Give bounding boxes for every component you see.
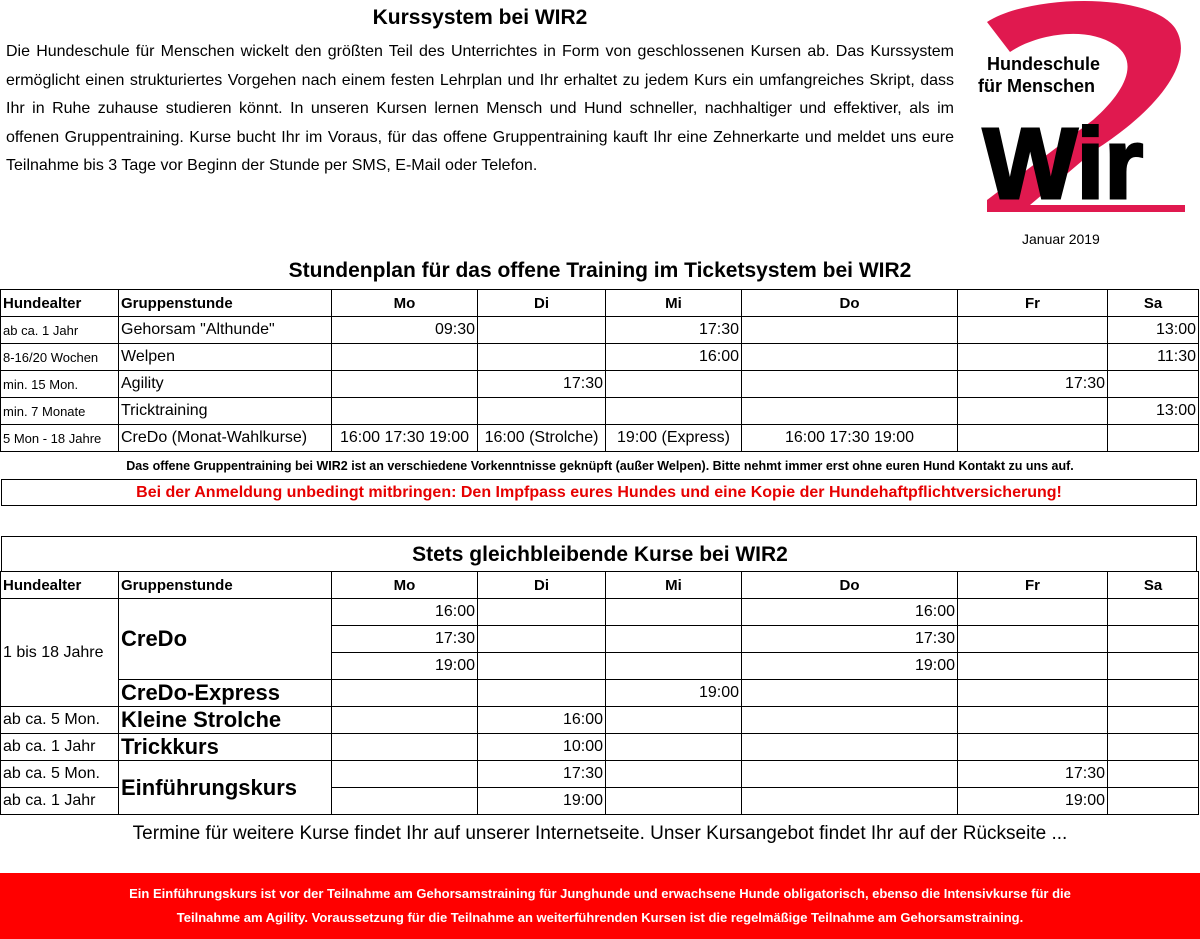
table-row (1, 371, 1199, 398)
cell-mo (332, 788, 478, 815)
cell-do: 16:00 (742, 599, 958, 626)
cell-mo (332, 344, 478, 371)
cell-sa (1108, 734, 1199, 761)
cell-di (478, 317, 606, 344)
cell-age: 8-16/20 Wochen (1, 344, 119, 371)
col-header-age: Hundealter (1, 572, 119, 599)
cell-group: Agility (119, 371, 332, 398)
cell-fr (958, 626, 1108, 653)
cell-mo (332, 761, 478, 788)
cell-sa (1108, 626, 1199, 653)
cell-mi (606, 653, 742, 680)
col-header-mo: Mo (332, 572, 478, 599)
cell-di (478, 344, 606, 371)
table-row (1, 680, 1199, 707)
cell-course: Trickkurs (119, 734, 332, 761)
cell-di: 19:00 (478, 788, 606, 815)
cell-age: min. 7 Monate (1, 398, 119, 425)
cell-fr (958, 599, 1108, 626)
cell-mi: 17:30 (606, 317, 742, 344)
info-bar-line2: Teilnahme am Agility. Voraussetzung für die Teilnahme an weiterführenden Kursen ist die regelmäßige Teilnahme am Gehorsamstraining. (176, 910, 1024, 925)
cell-do (742, 788, 958, 815)
cell-sa: 13:00 (1108, 398, 1199, 425)
cell-mo: 16:00 (332, 599, 478, 626)
col-header-mi: Mi (606, 572, 742, 599)
cell-sa (1108, 680, 1199, 707)
cell-group: Gehorsam "Althunde" (119, 317, 332, 344)
page-title: Kurssystem bei WIR2 (372, 6, 588, 29)
col-header-group: Gruppenstunde (119, 572, 332, 599)
col-header-di: Di (478, 290, 606, 317)
cell-course: CreDo (119, 599, 332, 680)
cell-fr: 19:00 (958, 788, 1108, 815)
col-header-mi: Mi (606, 290, 742, 317)
logo-line1: Hundeschule (987, 54, 1101, 74)
col-header-fr: Fr (958, 572, 1108, 599)
cell-fr (958, 680, 1108, 707)
cell-do (742, 398, 958, 425)
cell-di (478, 653, 606, 680)
cell-mi: 19:00 (Express) (606, 425, 742, 452)
cell-di: 10:00 (478, 734, 606, 761)
cell-sa: 11:30 (1108, 344, 1199, 371)
cell-mi (606, 626, 742, 653)
col-header-group: Gruppenstunde (119, 290, 332, 317)
cell-mi: 16:00 (606, 344, 742, 371)
table-row (1, 761, 1199, 788)
cell-mo: 16:00 17:30 19:00 (332, 425, 478, 452)
cell-mi (606, 761, 742, 788)
cell-mo (332, 707, 478, 734)
cell-di (478, 398, 606, 425)
col-header-mo: Mo (332, 290, 478, 317)
cell-mi (606, 734, 742, 761)
table-header-row (1, 572, 1199, 599)
table-row (1, 599, 1199, 626)
cell-age: ab ca. 1 Jahr (1, 734, 119, 761)
cell-group: Tricktraining (119, 398, 332, 425)
cell-mo (332, 734, 478, 761)
cell-age: 1 bis 18 Jahre (1, 599, 119, 707)
cell-age: ab ca. 1 Jahr (1, 788, 119, 815)
cell-mi (606, 788, 742, 815)
cell-mo: 09:30 (332, 317, 478, 344)
cell-mi (606, 371, 742, 398)
col-header-do: Do (742, 290, 958, 317)
cell-age: ab ca. 5 Mon. (1, 761, 119, 788)
table-row (1, 734, 1199, 761)
cell-do (742, 680, 958, 707)
logo-graphic (975, 0, 1200, 215)
cell-mo: 19:00 (332, 653, 478, 680)
logo-word: Wir (983, 108, 1144, 215)
col-header-di: Di (478, 572, 606, 599)
cell-do: 16:00 17:30 19:00 (742, 425, 958, 452)
cell-fr: 17:30 (958, 761, 1108, 788)
cell-do (742, 707, 958, 734)
table-row (1, 344, 1199, 371)
cell-di (478, 680, 606, 707)
cell-age: 5 Mon - 18 Jahre (1, 425, 119, 452)
cell-course: Kleine Strolche (119, 707, 332, 734)
cell-fr: 17:30 (958, 371, 1108, 398)
cell-sa (1108, 761, 1199, 788)
cell-mo (332, 398, 478, 425)
cell-sa: 13:00 (1108, 317, 1199, 344)
cell-di: 17:30 (478, 761, 606, 788)
intro-paragraph: Die Hundeschule für Menschen wickelt den größten Teil des Unterrichtes in Form von geschlossenen Kursen ab. Das Kurssystem ermöglicht einen strukturiertes Vorgehen nach einem festen Lehrplan und Ihr erhaltet zu jedem Kurs ein umfangreiches Skript, dass Ihr in Ruhe zuhause studieren könnt. In unseren Kursen lernen Mensch und Hund schneller, nachhaltiger und effektiver, als im offenen Gruppentraining. Kurse bucht Ihr im Voraus, für das offene Gruppentraining kauft Ihr eine Zehnerkarte und meldet uns eure Teilnahme bis 3 Tage vor Beginn der Stunde per SMS, E-Mail oder Telefon. (6, 43, 954, 174)
cell-course: Einführungskurs (119, 761, 332, 815)
cell-age: ab ca. 1 Jahr (1, 317, 119, 344)
cell-do (742, 734, 958, 761)
footer-text: Termine für weitere Kurse findet Ihr auf unserer Internetseite. Unser Kursangebot findet Ihr auf der Rückseite ... (132, 823, 1068, 844)
col-header-fr: Fr (958, 290, 1108, 317)
cell-age: ab ca. 5 Mon. (1, 707, 119, 734)
cell-do (742, 371, 958, 398)
col-header-age: Hundealter (1, 290, 119, 317)
table-header-row (1, 290, 1199, 317)
registration-alert: Bei der Anmeldung unbedingt mitbringen: Den Impfpass eures Hundes und eine Kopie der Hundehaftpflichtversicherung! (1, 479, 1197, 506)
cell-do: 19:00 (742, 653, 958, 680)
open-training-note: Das offene Gruppentraining bei WIR2 ist an verschiedene Vorkenntnisse geknüpft (außer Welpen). Bitte nehmt immer erst ohne euren Hund Kontakt zu uns auf. (126, 459, 1074, 473)
cell-do: 17:30 (742, 626, 958, 653)
cell-fr (958, 317, 1108, 344)
cell-do (742, 761, 958, 788)
table-row (1, 317, 1199, 344)
cell-group: Welpen (119, 344, 332, 371)
cell-course: CreDo-Express (119, 680, 332, 707)
col-header-sa: Sa (1108, 290, 1199, 317)
table-row (1, 398, 1199, 425)
cell-age: min. 15 Mon. (1, 371, 119, 398)
table-row (1, 425, 1199, 452)
table-row (1, 707, 1199, 734)
cell-sa (1108, 788, 1199, 815)
info-bar-line1: Ein Einführungskurs ist vor der Teilnahme am Gehorsamstraining für Junghunde und erwachsene Hunde obligatorisch, ebenso die Intensivkurse für die (129, 886, 1071, 901)
cell-mi (606, 707, 742, 734)
cell-sa (1108, 653, 1199, 680)
cell-mo: 17:30 (332, 626, 478, 653)
cell-mi (606, 599, 742, 626)
cell-fr (958, 734, 1108, 761)
fixed-courses-table (0, 571, 1199, 815)
cell-di: 17:30 (478, 371, 606, 398)
cell-mi (606, 398, 742, 425)
cell-mi: 19:00 (606, 680, 742, 707)
cell-fr (958, 344, 1108, 371)
cell-di (478, 626, 606, 653)
col-header-sa: Sa (1108, 572, 1199, 599)
cell-fr (958, 707, 1108, 734)
wir2-logo (975, 0, 1200, 215)
schedule-title: Stundenplan für das offene Training im Ticketsystem bei WIR2 (288, 259, 912, 282)
cell-mo (332, 371, 478, 398)
cell-di: 16:00 (Strolche) (478, 425, 606, 452)
cell-mo (332, 680, 478, 707)
cell-fr (958, 425, 1108, 452)
cell-sa (1108, 425, 1199, 452)
col-header-do: Do (742, 572, 958, 599)
logo-line2: für Menschen (978, 76, 1096, 96)
cell-do (742, 344, 958, 371)
open-training-schedule (0, 289, 1199, 452)
info-bar (0, 873, 1200, 939)
cell-sa (1108, 371, 1199, 398)
cell-fr (958, 653, 1108, 680)
cell-di (478, 599, 606, 626)
logo-date: Januar 2019 (1022, 231, 1100, 247)
cell-group: CreDo (Monat-Wahlkurse) (119, 425, 332, 452)
cell-sa (1108, 707, 1199, 734)
cell-do (742, 317, 958, 344)
cell-fr (958, 398, 1108, 425)
cell-di: 16:00 (478, 707, 606, 734)
cell-sa (1108, 599, 1199, 626)
courses-title: Stets gleichbleibende Kurse bei WIR2 (412, 543, 788, 566)
